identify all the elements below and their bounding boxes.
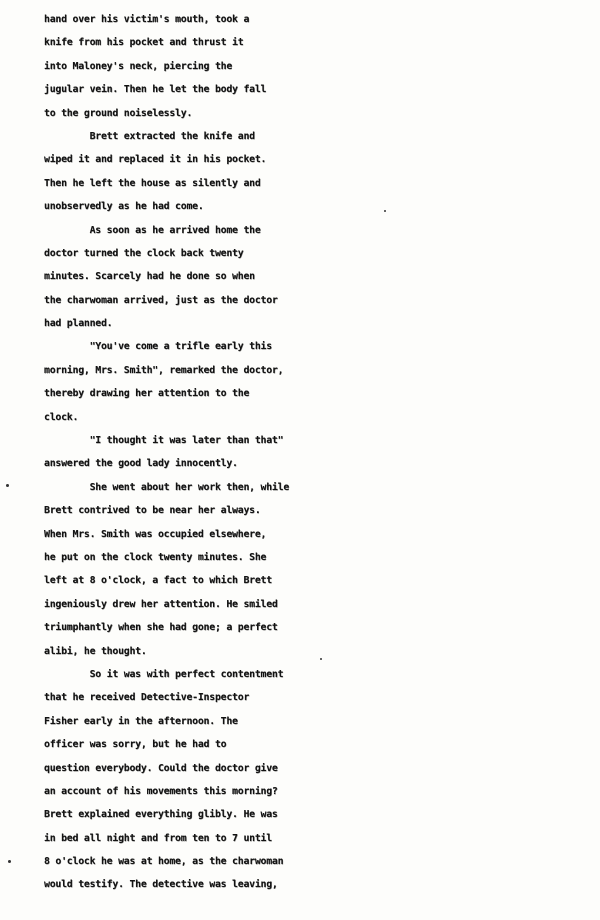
text-line: thereby drawing her attention to the <box>44 388 250 400</box>
text-line: left at 8 o'clock, a fact to which Brett <box>44 575 272 587</box>
text-line: Fisher early in the afternoon. The <box>44 715 238 727</box>
text-line: he put on the clock twenty minutes. She <box>44 551 267 563</box>
text-line: had planned. <box>44 318 113 330</box>
text-line: "You've come a trifle early this <box>44 341 272 353</box>
ink-speck <box>320 658 322 660</box>
text-line: wiped it and replaced it in his pocket. <box>44 154 267 166</box>
text-line: Then he left the house as silently and <box>44 177 261 189</box>
text-line: unobservedly as he had come. <box>44 201 204 213</box>
ink-speck <box>6 484 9 487</box>
text-line: the charwoman arrived, just as the doctor <box>44 294 278 306</box>
text-line: When Mrs. Smith was occupied elsewhere, <box>44 528 267 540</box>
text-line: into Maloney's neck, piercing the <box>44 60 233 72</box>
text-line: Brett contrived to be near her always. <box>44 505 261 517</box>
text-line: hand over his victim's mouth, took a <box>44 14 250 25</box>
text-line: Brett extracted the knife and <box>44 130 255 142</box>
text-line: morning, Mrs. Smith", remarked the doctor, <box>44 364 284 376</box>
text-line: She went about her work then, while <box>44 481 290 493</box>
text-line: 8 o'clock he was at home, as the charwoman <box>44 856 284 868</box>
text-line: minutes. Scarcely had he done so when <box>44 271 255 283</box>
text-line: jugular vein. Then he let the body fall <box>44 84 267 96</box>
text-line: that he received Detective-Inspector <box>44 692 250 704</box>
text-line: ingeniously drew her attention. He smiled <box>44 598 278 610</box>
text-line: in bed all night and from ten to 7 until <box>44 832 272 844</box>
text-line: an account of his movements this morning? <box>44 785 278 797</box>
text-line: "I thought it was later than that" <box>44 435 284 447</box>
ink-speck <box>8 860 11 863</box>
text-line: triumphantly when she had gone; a perfect <box>44 622 278 634</box>
text-line: knife from his pocket and thrust it <box>44 37 244 49</box>
text-line: As soon as he arrived home the <box>44 224 261 236</box>
text-line: So it was with perfect contentment <box>44 668 284 680</box>
manuscript-text <box>44 8 600 897</box>
text-line: would testify. The detective was leaving, <box>44 879 278 891</box>
text-line: question everybody. Could the doctor give <box>44 762 278 774</box>
ink-speck <box>384 210 386 212</box>
text-line: Brett explained everything glibly. He was <box>44 809 278 821</box>
text-line: alibi, he thought. <box>44 645 147 657</box>
text-line: answered the good lady innocently. <box>44 458 238 470</box>
text-line: officer was sorry, but he had to <box>44 739 227 751</box>
text-line: doctor turned the clock back twenty <box>44 247 244 259</box>
text-line: clock. <box>44 411 79 423</box>
text-line: to the ground noiselessly. <box>44 107 193 119</box>
